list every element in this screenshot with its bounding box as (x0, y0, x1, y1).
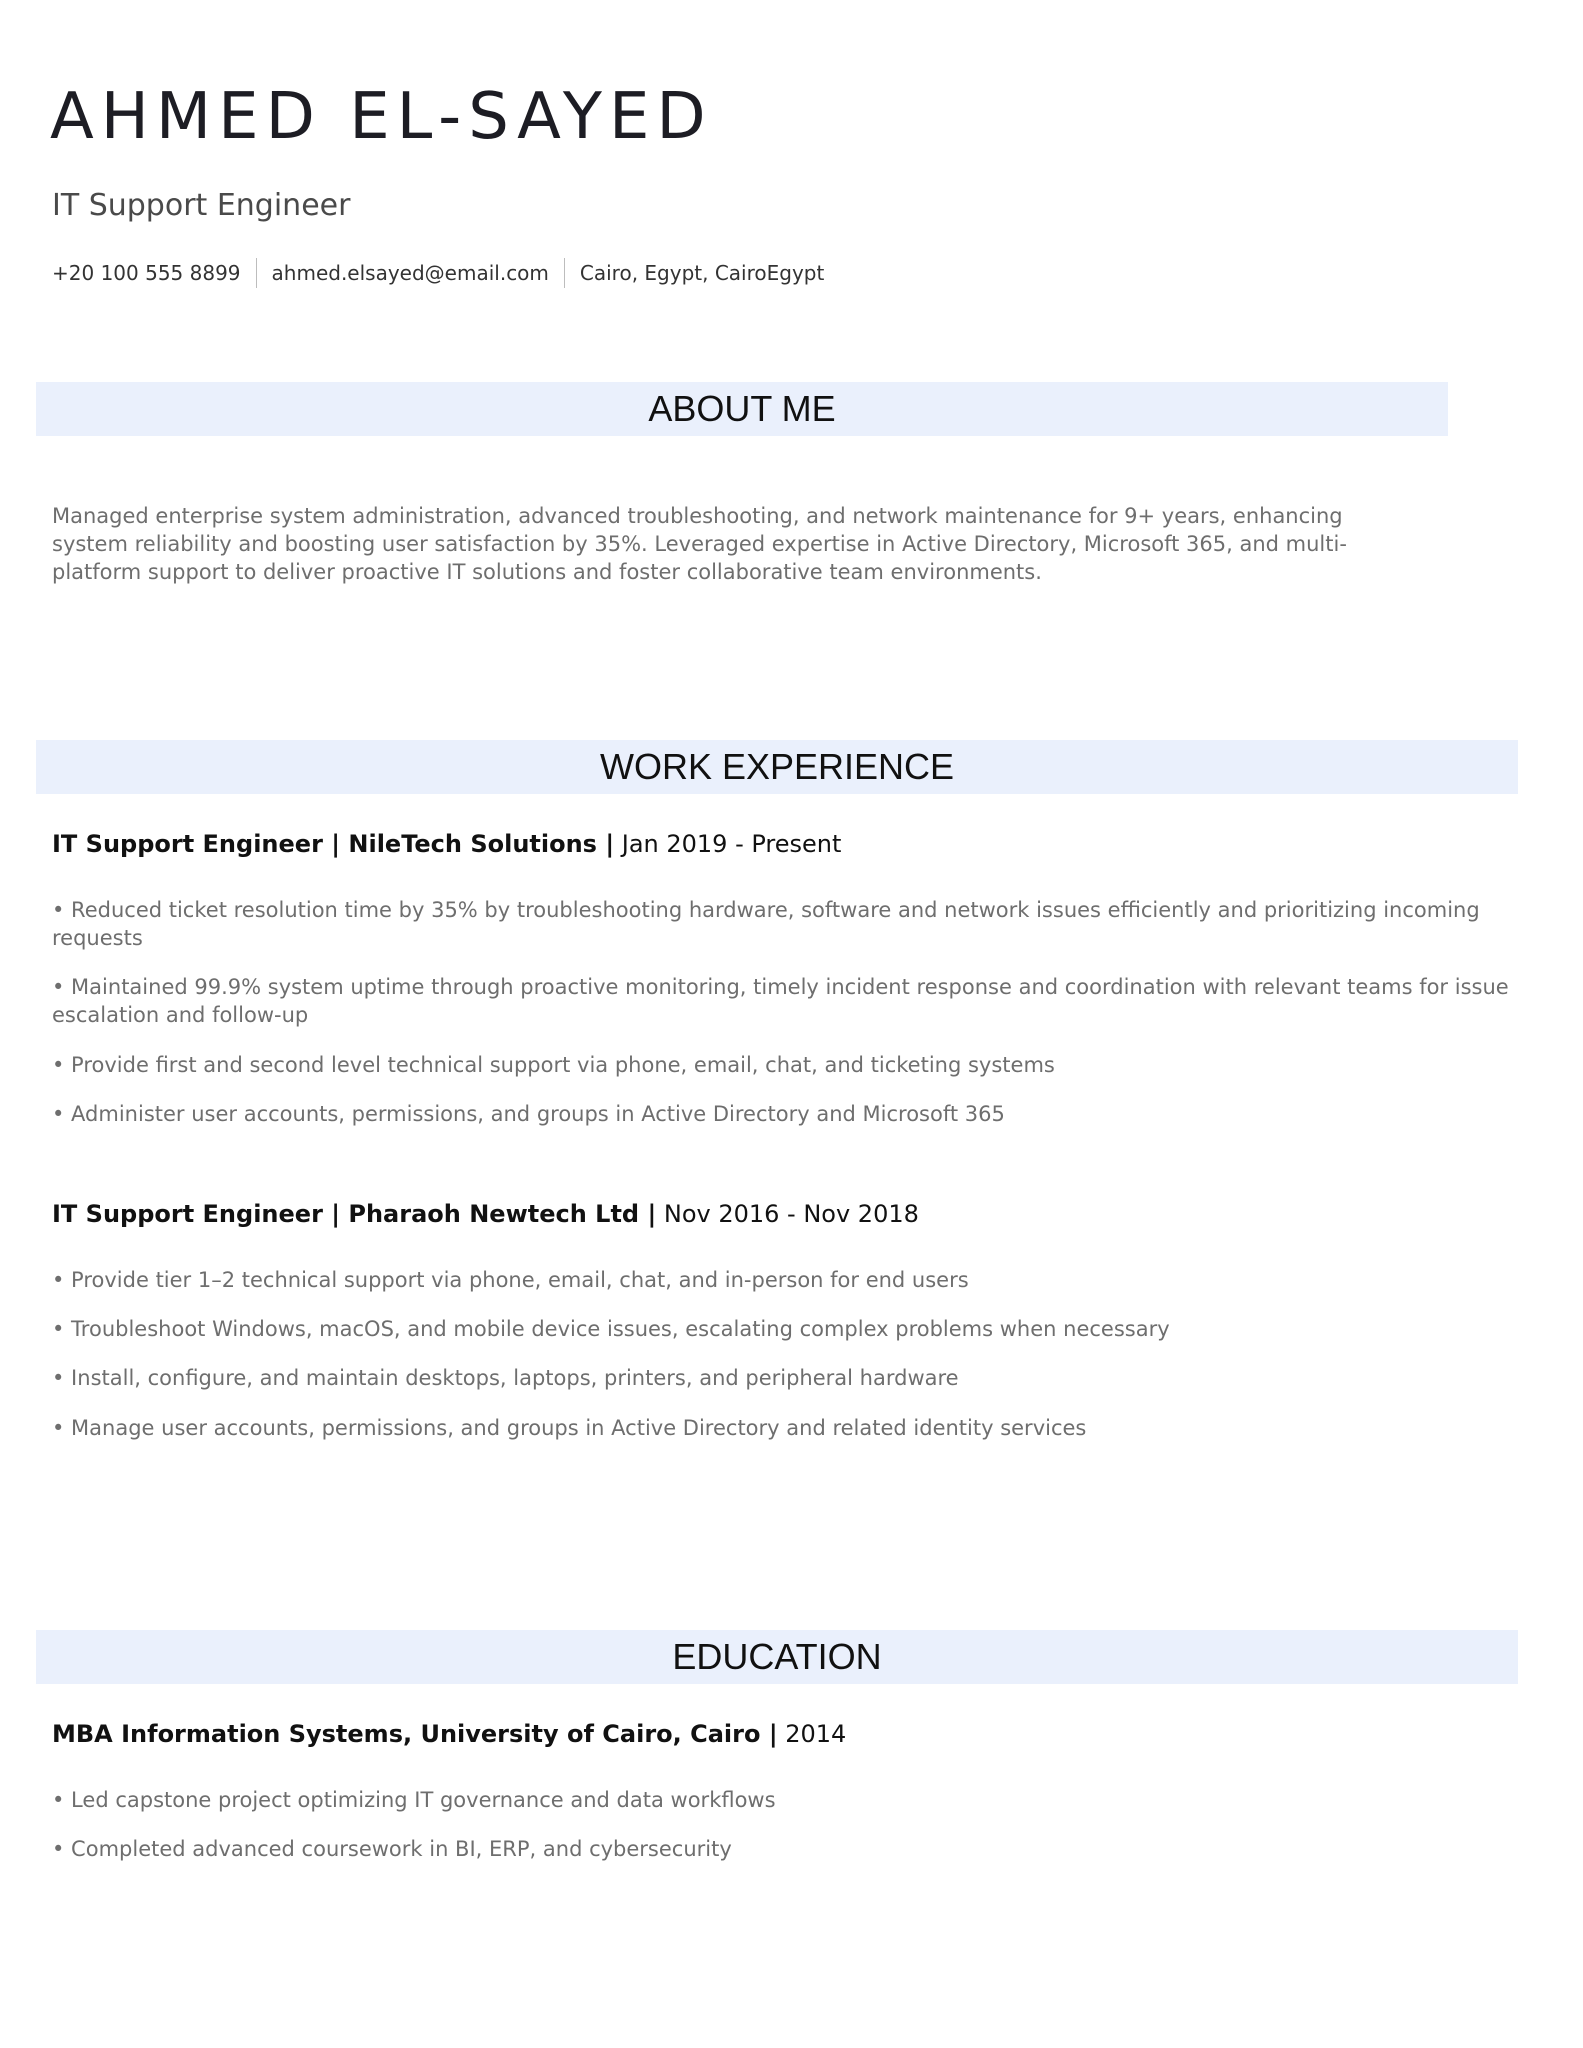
job-role-company: IT Support Engineer | NileTech Solutions | (52, 830, 615, 858)
job-bullet: • Install, configure, and maintain desktops, laptops, printers, and peripheral hardware (52, 1366, 959, 1390)
contact-divider (256, 258, 257, 288)
about-heading: ABOUT ME (648, 388, 836, 429)
job-heading (52, 1200, 919, 1228)
phone-number: +20 100 555 8899 (52, 261, 241, 285)
graduation-year: 2014 (785, 1720, 847, 1748)
experience-heading: WORK EXPERIENCE (599, 746, 955, 787)
job-bullet: • Reduced ticket resolution time by 35% by troubleshooting hardware, software and network issues efficiently and prioritizing incoming requests (52, 898, 1480, 950)
job-bullet: • Provide tier 1–2 technical support via phone, email, chat, and in-person for end users (52, 1268, 969, 1292)
about-text: Managed enterprise system administration, advanced troubleshooting, and network maintenance for 9+ years, enhancing system reliability and boosting user satisfaction by 35%. Leveraged expertise in Active Directory, Microsoft 365, and multi-platform support to deliver proactive IT solutions and foster collaborative team environments. (52, 504, 1347, 584)
job-dates: Nov 2016 - Nov 2018 (663, 1200, 919, 1228)
experience-section-header (36, 740, 1518, 794)
job-bullet: • Manage user accounts, permissions, and groups in Active Directory and related identity services (52, 1416, 1087, 1440)
job-bullet: • Troubleshoot Windows, macOS, and mobile device issues, escalating complex problems when necessary (52, 1317, 1170, 1341)
education-bullet: • Led capstone project optimizing IT governance and data workflows (52, 1788, 776, 1812)
job-bullet: • Administer user accounts, permissions, and groups in Active Directory and Microsoft 365 (52, 1102, 1005, 1126)
job-title: IT Support Engineer (52, 188, 351, 223)
education-bullet: • Completed advanced coursework in BI, ERP, and cybersecurity (52, 1837, 732, 1861)
candidate-name: AHMED EL-SAYED (50, 80, 713, 154)
job-bullet: • Provide first and second level technical support via phone, email, chat, and ticketing systems (52, 1053, 1055, 1077)
about-section-header (36, 382, 1448, 436)
job-dates: Jan 2019 - Present (621, 830, 842, 858)
job-bullet: • Maintained 99.9% system uptime through proactive monitoring, timely incident response and coordination with relevant teams for issue escalation and follow-up (52, 975, 1509, 1027)
education-heading: EDUCATION (672, 1636, 882, 1677)
location: Cairo, Egypt, CairoEgypt (579, 261, 825, 285)
degree-school: MBA Information Systems, University of Cairo, Cairo | (52, 1720, 778, 1748)
contact-line (52, 258, 824, 288)
job-role-company: IT Support Engineer | Pharaoh Newtech Ltd | (52, 1200, 657, 1228)
email-address: ahmed.elsayed@email.com (271, 261, 549, 285)
contact-divider (564, 258, 565, 288)
job-heading (52, 830, 841, 858)
education-heading-line (52, 1720, 846, 1748)
education-section-header (36, 1630, 1518, 1684)
